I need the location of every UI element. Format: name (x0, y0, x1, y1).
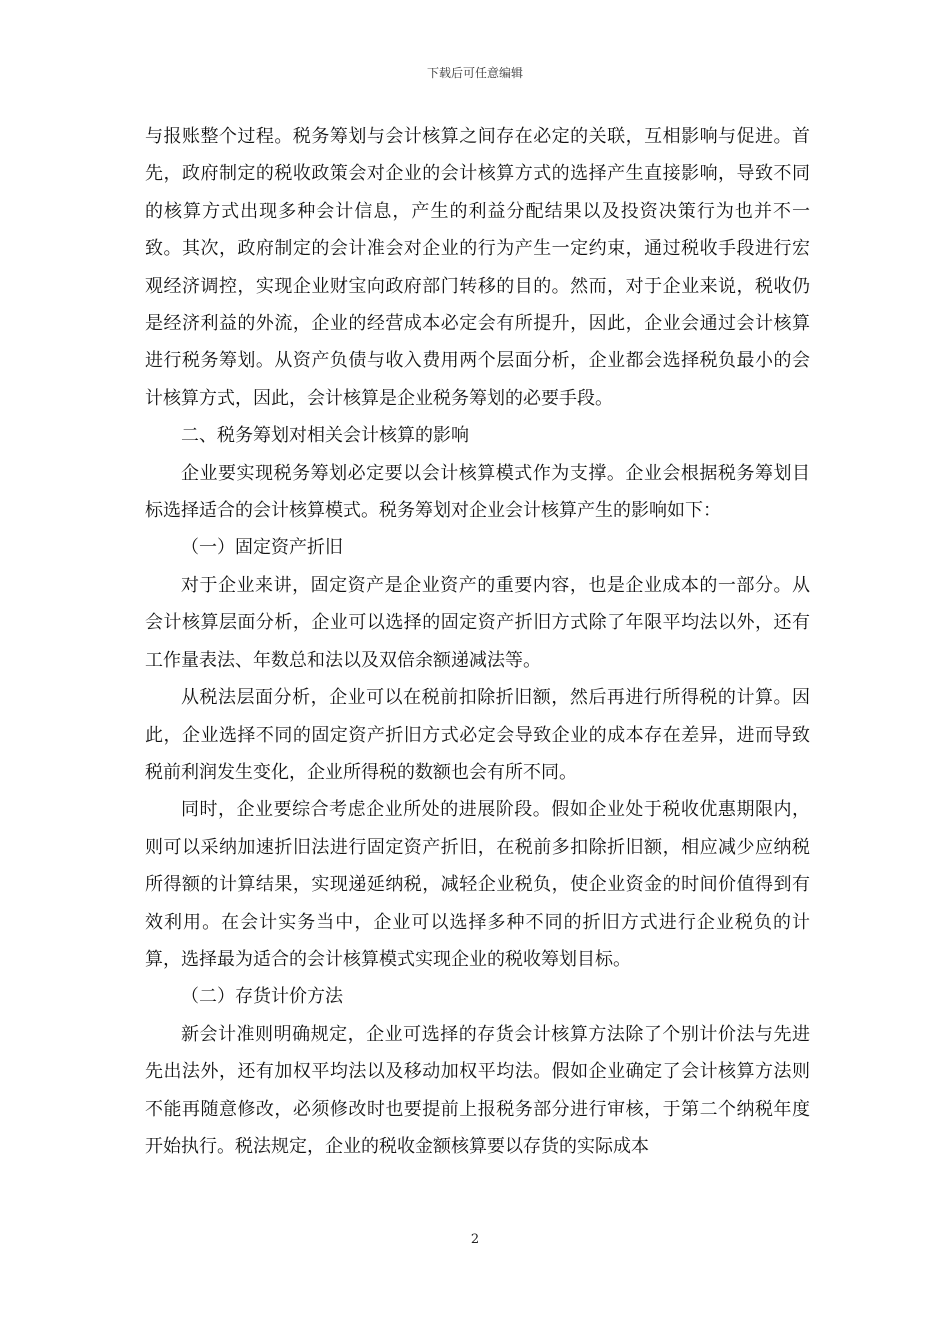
subsection-heading: （一）固定资产折旧 (181, 537, 343, 559)
paragraph: 从税法层面分析，企业可以在税前扣除折旧额，然后再进行所得税的计算。因此，企业选择不同的固定资产折旧方式必定会导致企业的成本存在差异，进而导致税前利润发生变化，企业所得税的数额也会有所不同。 (145, 687, 810, 783)
paragraph: 新会计准则明确规定，企业可选择的存货会计核算方法除了个别计价法与先进先出法外，还有加权平均法以及移动加权平均法。假如企业确定了会计核算方法则不能再随意修改，必须修改时也要提前上报税务部分进行审核，于第二个纳税年度开始执行。税法规定，企业的税收金额核算要以存货的实际成本 (145, 1023, 810, 1157)
paragraph: 对于企业来讲，固定资产是企业资产的重要内容，也是企业成本的一部分。从会计核算层面分析，企业可以选择的固定资产折旧方式除了年限平均法以外，还有工作量表法、年数总和法以及双倍余额递减法等。 (145, 574, 810, 671)
page-number: 2 (470, 1232, 480, 1247)
paragraph: 同时，企业要综合考虑企业所处的进展阶段。假如企业处于税收优惠期限内，则可以采纳加速折旧法进行固定资产折旧，在税前多扣除折旧额，相应减少应纳税所得额的计算结果，实现递延纳税，减轻企业税负，使企业资金的时间价值得到有效利用。在会计实务当中，企业可以选择多种不同的折旧方式进行企业税负的计算，选择最为适合的会计核算模式实现企业的税收筹划目标。 (145, 799, 810, 970)
subsection-heading: （二）存货计价方法 (181, 986, 343, 1008)
paragraph-continuation: 与报账整个过程。税务筹划与会计核算之间存在必定的关联，互相影响与促进。首先，政府制定的税收政策会对企业的会计核算方式的选择产生直接影响，导致不同的核算方式出现多种会计信息，产生的利益分配结果以及投资决策行为也并不一致。其次，政府制定的会计准会对企业的行为产生一定约束，通过税收手段进行宏观经济调控，实现企业财宝向政府部门转移的目的。然而，对于企业来说，税收仍是经济利益的外流，企业的经营成本必定会有所提升，因此，企业会通过会计核算进行税务筹划。从资产负债与收入费用两个层面分析，企业都会选择税负最小的会计核算方式，因此，会计核算是企业税务筹划的必要手段。 (145, 126, 810, 409)
paragraph: 企业要实现税务筹划必定要以会计核算模式作为支撑。企业会根据税务筹划目标选择适合的会计核算模式。税务筹划对企业会计核算产生的影响如下： (145, 462, 810, 522)
page-header: 下载后可任意编辑 (426, 66, 523, 80)
body-text (145, 118, 810, 1165)
section-heading: 二、税务筹划对相关会计核算的影响 (181, 425, 469, 447)
